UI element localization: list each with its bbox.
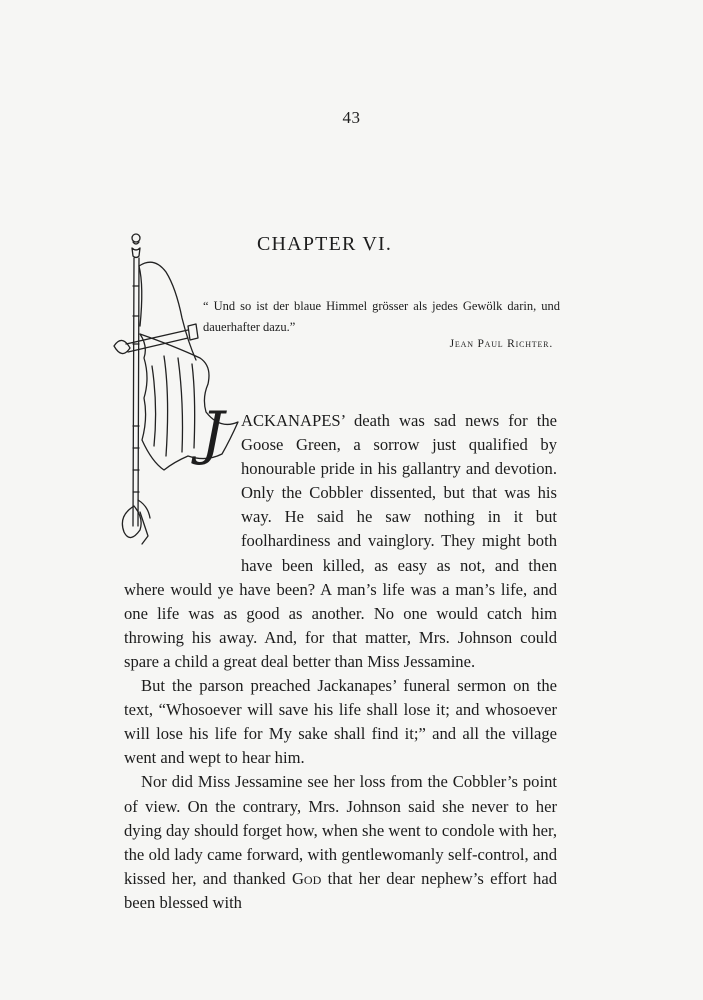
body-text (124, 409, 557, 915)
paragraph: But the parson preached Jackanapes’ funeral sermon on the text, “Whosoever will save his life shall lose it; and whosoever will lose his life for My sake shall find it;” and all the village went and wept to hear him. (124, 676, 557, 768)
drop-cap-space (124, 409, 241, 561)
drop-cap: J (201, 399, 225, 467)
epigraph-quote: “ Und so ist der blaue Himmel grösser als jedes Gewölk darin, und dauerhafter dazu.” (203, 299, 560, 334)
paragraph: ACKANAPES’ death was sad news for the Goose Green, a sorrow just qualified by honourable pride in his gallantry and devotion. Only the Cobbler dissented, but that was his way. He said he saw nothing in it but foolhardiness and vainglory. They might both have been killed, as easy as not, and then where would ye have been? A man’s life was a man’s life, and one life was as good as another. No one would catch him throwing his away. And, for that matter, Mrs. Johnson could spare a child a great deal better than Miss Jessamine. (124, 411, 557, 671)
small-caps-word: God (291, 868, 322, 888)
paragraph-text: Nor did Miss Jessamine see her loss from the Cobbler’s point of view. On the contrary, Mrs. Johnson said she never to her dying day should forget how, when she went to condole with her, the old lady came forward, with gentlewomanly self-control, and kissed her, and thanked (124, 772, 557, 888)
page-number: 43 (342, 108, 361, 127)
paragraph-text: that her dear nephew’s effort had been blessed with (124, 868, 557, 912)
epigraph-attribution: Jean Paul Richter. (449, 338, 553, 350)
paragraph (124, 770, 557, 915)
chapter-title: CHAPTER VI. (257, 233, 393, 255)
